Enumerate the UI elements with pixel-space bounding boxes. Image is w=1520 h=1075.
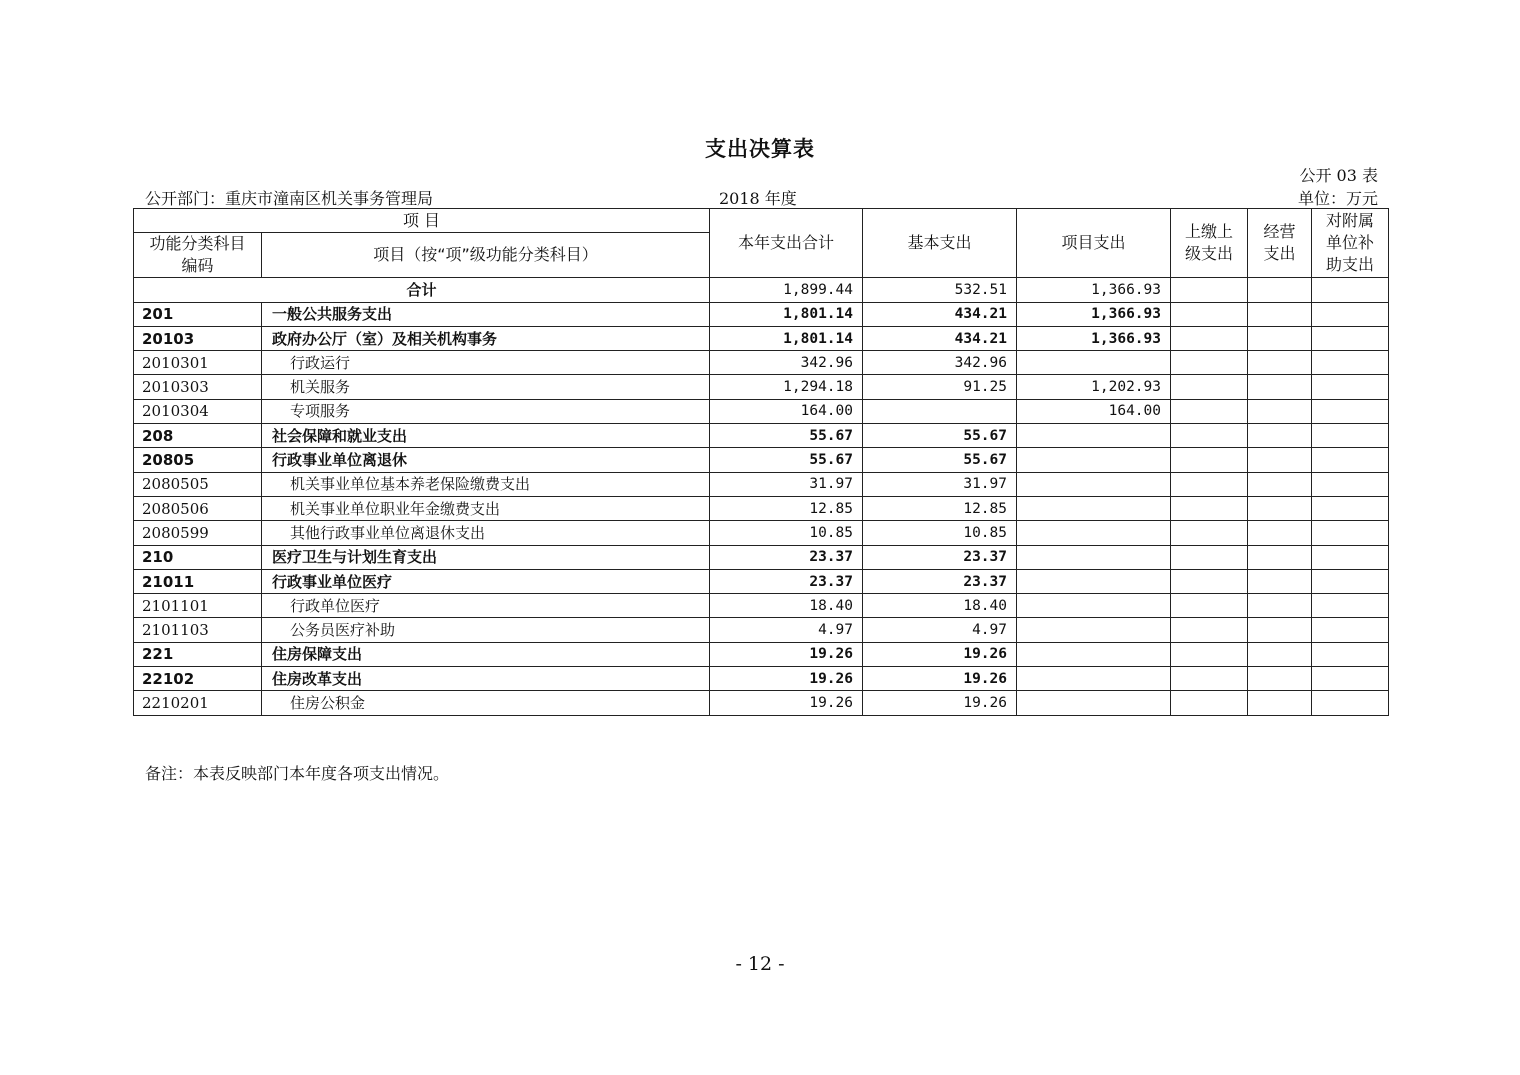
row-basic: 12.85 [863,496,1017,520]
header-total: 本年支出合计 [710,209,863,278]
row-subsidy [1312,399,1389,423]
row-total: 19.26 [710,691,863,715]
table-row [134,496,1389,520]
row-code: 2101103 [134,618,262,642]
department-label: 公开部门：重庆市潼南区机关事务管理局 [145,189,434,208]
row-business [1248,302,1312,326]
header-project: 项目支出 [1017,209,1171,278]
row-name: 医疗卫生与计划生育支出 [262,545,710,569]
row-name: 行政单位医疗 [262,594,710,618]
row-basic: 18.40 [863,594,1017,618]
row-subsidy [1312,472,1389,496]
row-basic: 55.67 [863,424,1017,448]
row-code: 2010301 [134,351,262,375]
row-total: 4.97 [710,618,863,642]
row-superior [1171,351,1248,375]
row-superior [1171,472,1248,496]
row-business [1248,521,1312,545]
row-project [1017,691,1171,715]
meta-row [145,186,1378,206]
header-name: 项目（按“项”级功能分类科目） [262,233,710,278]
table-row [134,472,1389,496]
row-subsidy [1312,496,1389,520]
row-project [1017,496,1171,520]
row-basic: 23.37 [863,569,1017,593]
row-business [1248,496,1312,520]
row-basic: 55.67 [863,448,1017,472]
table-row [134,448,1389,472]
row-basic: 91.25 [863,375,1017,399]
row-project: 1,366.93 [1017,326,1171,350]
table-row [134,375,1389,399]
row-subsidy [1312,594,1389,618]
row-subsidy [1312,521,1389,545]
row-name: 一般公共服务支出 [262,302,710,326]
row-business [1248,399,1312,423]
row-basic: 19.26 [863,691,1017,715]
row-business [1248,351,1312,375]
table-body [134,278,1389,715]
table-row [134,642,1389,666]
table-row [134,569,1389,593]
total-amount: 1,899.44 [710,278,863,302]
row-project [1017,569,1171,593]
row-subsidy [1312,448,1389,472]
row-subsidy [1312,351,1389,375]
row-subsidy [1312,326,1389,350]
table-row [134,594,1389,618]
row-code: 2080506 [134,496,262,520]
row-business [1248,326,1312,350]
header-basic: 基本支出 [863,209,1017,278]
header-group-row [134,209,1389,233]
row-superior [1171,302,1248,326]
row-project [1017,521,1171,545]
header-superior: 上缴上级支出 [1171,209,1248,278]
row-business [1248,691,1312,715]
row-project: 1,202.93 [1017,375,1171,399]
expenditure-table [133,208,1389,716]
row-code: 208 [134,424,262,448]
row-code: 201 [134,302,262,326]
row-superior [1171,545,1248,569]
row-name: 行政运行 [262,351,710,375]
row-superior [1171,399,1248,423]
row-business [1248,545,1312,569]
row-name: 社会保障和就业支出 [262,424,710,448]
table-row [134,302,1389,326]
row-total: 23.37 [710,545,863,569]
row-project [1017,667,1171,691]
row-total: 1,294.18 [710,375,863,399]
table-row [134,399,1389,423]
row-project [1017,424,1171,448]
form-number: 公开 03 表 [1299,166,1378,185]
table-row [134,618,1389,642]
row-code: 22102 [134,667,262,691]
row-total: 1,801.14 [710,326,863,350]
row-code: 2080505 [134,472,262,496]
row-code: 2010303 [134,375,262,399]
row-project: 164.00 [1017,399,1171,423]
row-business [1248,594,1312,618]
row-basic: 434.21 [863,302,1017,326]
row-business [1248,424,1312,448]
table-row [134,424,1389,448]
table-row [134,545,1389,569]
row-total: 19.26 [710,642,863,666]
total-project: 1,366.93 [1017,278,1171,302]
row-total: 18.40 [710,594,863,618]
total-row [134,278,1389,302]
row-basic: 342.96 [863,351,1017,375]
row-project [1017,351,1171,375]
table-row [134,521,1389,545]
row-superior [1171,496,1248,520]
row-code: 2080599 [134,521,262,545]
total-basic: 532.51 [863,278,1017,302]
row-name: 机关事业单位职业年金缴费支出 [262,496,710,520]
row-total: 19.26 [710,667,863,691]
row-basic: 31.97 [863,472,1017,496]
row-superior [1171,424,1248,448]
row-code: 20103 [134,326,262,350]
row-basic: 434.21 [863,326,1017,350]
row-basic: 4.97 [863,618,1017,642]
header-code: 功能分类科目编码 [134,233,262,278]
row-project [1017,448,1171,472]
unit-label: 单位：万元 [1297,189,1378,208]
row-superior [1171,642,1248,666]
row-code: 21011 [134,569,262,593]
row-subsidy [1312,545,1389,569]
header-business: 经营支出 [1248,209,1312,278]
row-total: 12.85 [710,496,863,520]
row-project [1017,545,1171,569]
total-business [1248,278,1312,302]
row-name: 其他行政事业单位离退休支出 [262,521,710,545]
row-name: 住房保障支出 [262,642,710,666]
row-superior [1171,448,1248,472]
row-superior [1171,691,1248,715]
table-row [134,691,1389,715]
row-project [1017,594,1171,618]
row-superior [1171,667,1248,691]
row-superior [1171,618,1248,642]
row-basic: 19.26 [863,642,1017,666]
row-total: 164.00 [710,399,863,423]
row-name: 行政事业单位医疗 [262,569,710,593]
row-business [1248,472,1312,496]
row-name: 公务员医疗补助 [262,618,710,642]
row-total: 55.67 [710,448,863,472]
total-superior [1171,278,1248,302]
row-name: 住房改革支出 [262,667,710,691]
row-business [1248,642,1312,666]
row-total: 1,801.14 [710,302,863,326]
row-name: 专项服务 [262,399,710,423]
header-subsidy: 对附属单位补助支出 [1312,209,1389,278]
row-code: 20805 [134,448,262,472]
row-subsidy [1312,569,1389,593]
row-project [1017,472,1171,496]
page-title: 支出决算表 [705,137,815,161]
header-project-group: 项 目 [134,209,710,233]
table-row [134,351,1389,375]
row-basic: 23.37 [863,545,1017,569]
total-label: 合计 [134,278,710,302]
table-note: 备注：本表反映部门本年度各项支出情况。 [145,764,450,783]
row-total: 31.97 [710,472,863,496]
row-name: 机关事业单位基本养老保险缴费支出 [262,472,710,496]
row-name: 政府办公厅（室）及相关机构事务 [262,326,710,350]
row-project [1017,618,1171,642]
row-code: 2210201 [134,691,262,715]
row-project: 1,366.93 [1017,302,1171,326]
row-business [1248,448,1312,472]
fiscal-year: 2018 年度 [719,189,797,208]
row-total: 10.85 [710,521,863,545]
row-business [1248,569,1312,593]
row-code: 2010304 [134,399,262,423]
row-business [1248,375,1312,399]
row-name: 住房公积金 [262,691,710,715]
row-basic: 10.85 [863,521,1017,545]
row-project [1017,642,1171,666]
row-subsidy [1312,667,1389,691]
row-name: 机关服务 [262,375,710,399]
row-superior [1171,375,1248,399]
table-row [134,326,1389,350]
row-subsidy [1312,642,1389,666]
row-code: 2101101 [134,594,262,618]
row-code: 210 [134,545,262,569]
row-subsidy [1312,375,1389,399]
row-business [1248,667,1312,691]
page-number: - 12 - [735,953,785,975]
row-subsidy [1312,424,1389,448]
row-superior [1171,569,1248,593]
row-subsidy [1312,618,1389,642]
row-superior [1171,594,1248,618]
row-basic [863,399,1017,423]
row-superior [1171,521,1248,545]
row-name: 行政事业单位离退休 [262,448,710,472]
table-row [134,667,1389,691]
row-superior [1171,326,1248,350]
row-total: 55.67 [710,424,863,448]
total-subsidy [1312,278,1389,302]
row-total: 23.37 [710,569,863,593]
row-business [1248,618,1312,642]
row-subsidy [1312,691,1389,715]
row-total: 342.96 [710,351,863,375]
row-basic: 19.26 [863,667,1017,691]
row-subsidy [1312,302,1389,326]
row-code: 221 [134,642,262,666]
